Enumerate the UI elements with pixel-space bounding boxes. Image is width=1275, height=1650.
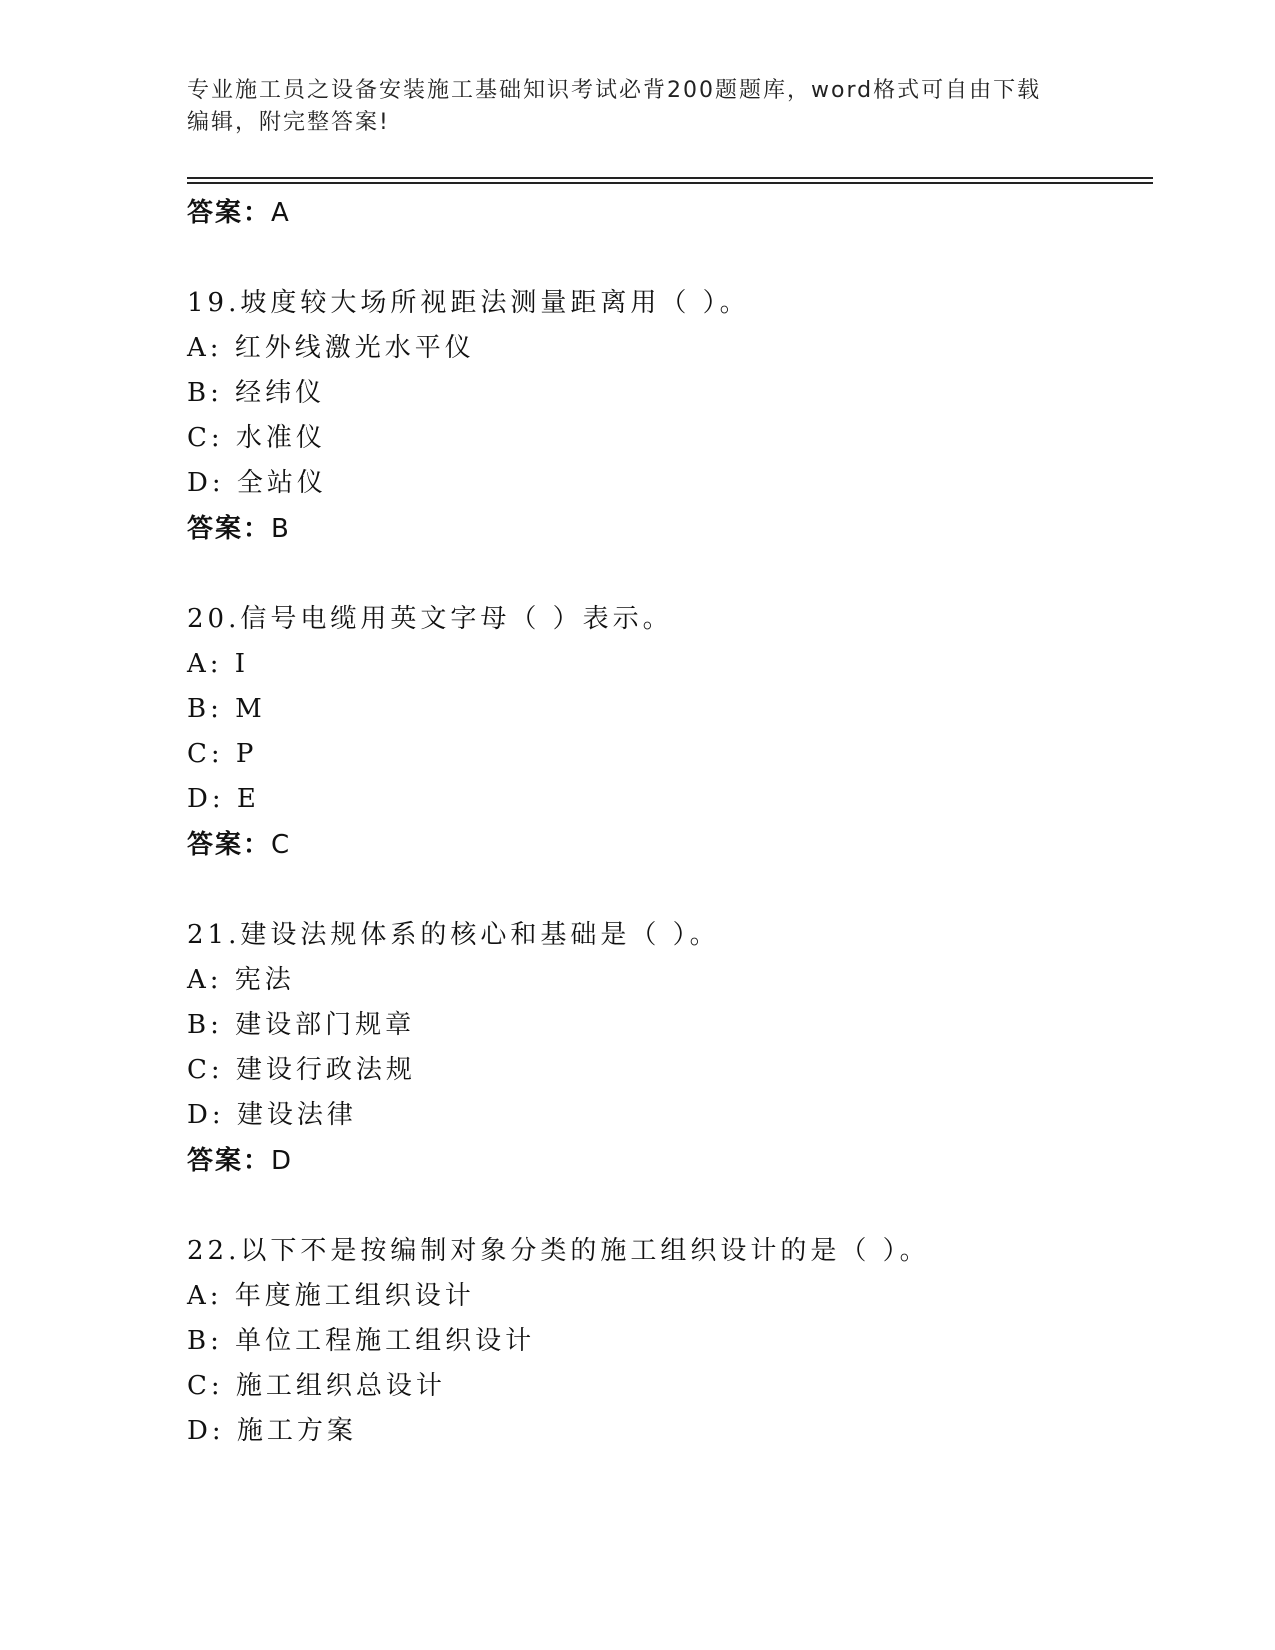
option-c: C: 建设行政法规 bbox=[187, 1055, 416, 1085]
option-d: D: 建设法律 bbox=[187, 1100, 357, 1130]
option-b: B: 经纬仪 bbox=[187, 378, 326, 408]
header-line-1: 专业施工员之设备安装施工基础知识考试必背200题题库，word格式可自由下载 bbox=[187, 78, 1042, 103]
question-20 bbox=[187, 596, 1147, 642]
answer-value: C bbox=[271, 830, 292, 860]
question-19 bbox=[187, 280, 1147, 326]
option-b: B: M bbox=[187, 694, 266, 724]
option-a: A: 宪法 bbox=[187, 965, 295, 995]
question-22 bbox=[187, 1228, 1147, 1274]
answer-label: 答案： bbox=[187, 830, 272, 860]
answer-value: A bbox=[271, 198, 291, 228]
spacer bbox=[187, 552, 1147, 596]
spacer bbox=[187, 868, 1147, 912]
option-c: C: P bbox=[187, 739, 258, 769]
option-c: C: 施工组织总设计 bbox=[187, 1371, 446, 1401]
question-number: 19. bbox=[187, 288, 241, 318]
question-21 bbox=[187, 912, 1147, 958]
answer-label: 答案： bbox=[187, 1146, 272, 1176]
answer-value: D bbox=[271, 1146, 294, 1176]
answer-label: 答案： bbox=[187, 198, 272, 228]
question-list bbox=[187, 190, 1147, 1454]
option-a: A: 年度施工组织设计 bbox=[187, 1281, 475, 1311]
spacer bbox=[187, 236, 1147, 280]
spacer bbox=[187, 1184, 1147, 1228]
question-text: 信号电缆用英文字母（ ）表示。 bbox=[240, 604, 673, 634]
answer-20 bbox=[187, 822, 1147, 868]
option-c: C: 水准仪 bbox=[187, 423, 326, 453]
header-rule-bottom bbox=[187, 182, 1153, 184]
question-text: 坡度较大场所视距法测量距离用（ ）。 bbox=[240, 288, 750, 318]
header-rule-top bbox=[187, 177, 1153, 179]
option-d: D: E bbox=[187, 784, 260, 814]
answer-19 bbox=[187, 506, 1147, 552]
question-text: 以下不是按编制对象分类的施工组织设计的是（ ）。 bbox=[240, 1236, 930, 1266]
answer-value: B bbox=[271, 514, 291, 544]
question-number: 22. bbox=[187, 1236, 241, 1266]
header-line-2: 编辑，附完整答案! bbox=[187, 110, 390, 135]
option-a: A: I bbox=[187, 649, 250, 679]
option-d: D: 施工方案 bbox=[187, 1416, 357, 1446]
option-a: A: 红外线激光水平仪 bbox=[187, 333, 475, 363]
option-b: B: 单位工程施工组织设计 bbox=[187, 1326, 536, 1356]
answer-prev bbox=[187, 190, 1147, 236]
option-d: D: 全站仪 bbox=[187, 468, 327, 498]
question-number: 20. bbox=[187, 604, 241, 634]
document-header bbox=[187, 75, 1067, 139]
option-b: B: 建设部门规章 bbox=[187, 1010, 416, 1040]
question-number: 21. bbox=[187, 920, 241, 950]
answer-21 bbox=[187, 1138, 1147, 1184]
question-text: 建设法规体系的核心和基础是（ ）。 bbox=[240, 920, 720, 950]
answer-label: 答案： bbox=[187, 514, 272, 544]
